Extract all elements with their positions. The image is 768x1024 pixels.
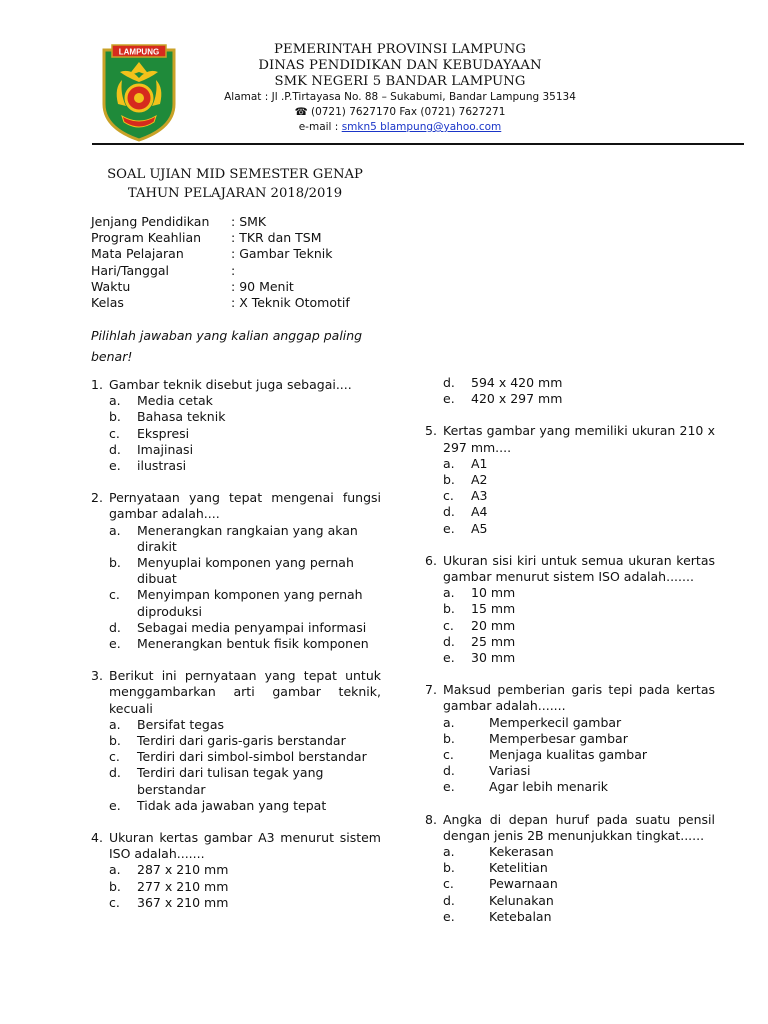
school-phone: ☎ (0721) 7627170 Fax (0721) 7627271 [294, 106, 506, 118]
option [443, 585, 715, 601]
option-text: Menjaga kualitas gambar [489, 747, 648, 763]
option-letter: a. [443, 455, 455, 471]
option-text: Ketelitian [489, 860, 548, 876]
question-text: Angka di depan huruf pada suatu pensil dengan jenis 2B menunjukkan tingkat...... [443, 811, 715, 843]
info-label: Program Keahlian [91, 230, 202, 246]
option [443, 521, 715, 537]
option [443, 893, 715, 909]
option-letter: b. [443, 860, 455, 876]
option-letter: e. [443, 391, 455, 407]
question-text: Gambar teknik disebut juga sebagai.... [109, 377, 352, 392]
option-list [443, 844, 715, 925]
question-text: Pernyataan yang tepat mengenai fungsi gambar adalah.... [109, 490, 381, 522]
option-text: Bersifat tegas [137, 716, 225, 732]
option-text: Agar lebih menarik [489, 779, 609, 795]
option-letter: c. [109, 425, 120, 441]
info-label: Kelas [91, 294, 124, 310]
option-letter: c. [109, 894, 120, 910]
option [443, 650, 715, 666]
option-text: 20 mm [471, 617, 516, 633]
exam-title-line2: TAHUN PELAJARAN 2018/2019 [127, 186, 343, 201]
question-text: Kertas gambar yang memiliki ukuran 210 x 297 mm.... [443, 423, 715, 455]
question-number: 8. [425, 811, 437, 827]
option-text: 287 x 210 mm [137, 862, 229, 878]
option-letter: b. [443, 472, 455, 488]
option-letter: c. [109, 587, 120, 603]
option [109, 587, 381, 619]
option [109, 636, 381, 652]
option [443, 601, 715, 617]
option-text: Kekerasan [489, 844, 554, 860]
option [443, 618, 715, 634]
info-value: : TKR dan TSM [231, 230, 322, 246]
exam-title-line1: SOAL UJIAN MID SEMESTER GENAP [107, 167, 363, 182]
option [109, 765, 381, 797]
option-letter: a. [109, 862, 121, 878]
option-text: Kelunakan [489, 892, 554, 908]
question-number: 1. [91, 377, 103, 392]
option-text: A1 [471, 455, 488, 471]
option-letter: e. [109, 797, 121, 813]
option-letter: e. [109, 636, 121, 652]
option-text: Pewarnaan [489, 876, 558, 892]
option-text: 15 mm [471, 601, 516, 617]
option [109, 393, 381, 409]
school-email-line [200, 120, 600, 135]
question-7 [425, 682, 715, 795]
questions-left-column [91, 377, 381, 927]
option [443, 876, 715, 892]
info-value: : Gambar Teknik [231, 246, 333, 262]
option-text: Media cetak [137, 393, 213, 409]
option-text: Terdiri dari tulisan tegak yang berstandar [137, 765, 324, 797]
option-letter: b. [109, 409, 121, 425]
exam-info-table [91, 214, 350, 311]
question-5 [425, 423, 715, 536]
question-1 [91, 377, 381, 474]
info-row [91, 279, 350, 295]
option-letter: d. [109, 441, 121, 457]
instruction: Pilihlah jawaban yang kalian anggap paling benar! [91, 328, 363, 364]
department-title: DINAS PENDIDIKAN DAN KEBUDAYAAN [258, 58, 542, 73]
option-letter: c. [443, 747, 454, 763]
option-text: Variasi [489, 763, 531, 779]
option-text: Tidak ada jawaban yang tepat [137, 797, 327, 813]
option [443, 715, 715, 731]
option [109, 620, 381, 636]
option-text: 277 x 210 mm [137, 878, 229, 894]
option-letter: e. [443, 908, 455, 924]
option-letter: d. [443, 633, 455, 649]
info-row [91, 214, 350, 230]
info-label: Jenjang Pendidikan [91, 214, 210, 229]
option-text: Bahasa teknik [137, 409, 226, 425]
option-letter: a. [109, 393, 121, 409]
question-number: 6. [425, 552, 437, 568]
option-letter: d. [443, 504, 455, 520]
question-number: 5. [425, 423, 437, 439]
option [443, 391, 715, 407]
option [109, 458, 381, 474]
option [109, 426, 381, 442]
option [443, 731, 715, 747]
option-letter: d. [443, 892, 455, 908]
option [443, 747, 715, 763]
option-text: A2 [471, 472, 488, 488]
option-text: Ketebalan [489, 908, 552, 924]
header-divider [92, 143, 744, 145]
option-letter: e. [109, 458, 121, 474]
email-link[interactable]: smkn5 blampung@yahoo.com [341, 121, 502, 133]
option [443, 779, 715, 795]
info-row [91, 246, 350, 262]
info-row [91, 295, 350, 311]
option-text: Terdiri dari garis-garis berstandar [137, 733, 346, 749]
option-text: 30 mm [471, 650, 516, 666]
option [443, 375, 715, 391]
option [443, 472, 715, 488]
option [109, 733, 381, 749]
info-row [91, 230, 350, 246]
info-row [91, 263, 350, 279]
question-number: 3. [91, 668, 103, 684]
option-text: 10 mm [471, 585, 516, 601]
option-text: Imajinasi [137, 441, 194, 457]
option-text: Menyimpan komponen yang pernah diproduksi [137, 587, 363, 619]
question-number: 7. [425, 682, 437, 698]
question-8 [425, 812, 715, 925]
question-number: 2. [91, 490, 103, 506]
info-value: : 90 Menit [231, 279, 294, 295]
school-address: Alamat : Jl .P.Tirtayasa No. 88 – Sukabumi, Bandar Lampung 35134 [224, 91, 576, 103]
option [109, 798, 381, 814]
option-letter: a. [443, 844, 455, 860]
question-4 [91, 830, 381, 911]
option-text: Menerangkan bentuk fisik komponen [137, 636, 369, 652]
option [109, 749, 381, 765]
logo-banner-text: LAMPUNG [118, 47, 160, 57]
question-3 [91, 668, 381, 814]
info-label: Mata Pelajaran [91, 246, 184, 262]
option-list [109, 393, 381, 474]
option-text: ilustrasi [137, 458, 187, 474]
option-letter: c. [109, 749, 120, 765]
option-list [443, 456, 715, 537]
option-list [109, 862, 381, 911]
option-letter: d. [109, 765, 121, 781]
option-letter: c. [443, 876, 454, 892]
question-number: 4. [91, 830, 103, 846]
option-letter: a. [443, 714, 455, 730]
option-letter: e. [443, 779, 455, 795]
option-letter: b. [443, 601, 455, 617]
option-text: A3 [471, 488, 488, 504]
option-text: A4 [471, 504, 488, 520]
question-text: Berikut ini pernyataan yang tepat untuk menggambarkan arti gambar teknik, kecuali [109, 668, 381, 716]
questions-right-column [425, 375, 715, 941]
option-list [109, 523, 381, 653]
option-text: 367 x 210 mm [137, 894, 229, 910]
option-letter: c. [443, 488, 454, 504]
option [109, 523, 381, 555]
option [109, 555, 381, 587]
info-label: Waktu [91, 278, 131, 294]
option-text: 25 mm [471, 633, 516, 649]
government-title: PEMERINTAH PROVINSI LAMPUNG [274, 42, 526, 57]
exam-title [100, 165, 370, 203]
option [443, 763, 715, 779]
option [443, 634, 715, 650]
option-letter: b. [109, 733, 121, 749]
option-text: Memperbesar gambar [489, 730, 628, 746]
option-text: Memperkecil gambar [489, 714, 622, 730]
option-letter: b. [109, 555, 121, 571]
option-text: 420 x 297 mm [471, 391, 563, 407]
option-text: Terdiri dari simbol-simbol berstandar [137, 749, 367, 765]
option-list [109, 717, 381, 814]
option-text: Ekspresi [137, 425, 190, 441]
letterhead [200, 42, 600, 135]
option [109, 717, 381, 733]
option [109, 862, 381, 878]
info-value [231, 263, 235, 279]
option-letter: b. [443, 730, 455, 746]
question-text: Maksud pemberian garis tepi pada kertas gambar adalah....... [443, 682, 715, 714]
option-text: Sebagai media penyampai informasi [137, 619, 367, 635]
option [443, 844, 715, 860]
info-value: : SMK [231, 214, 266, 230]
option-letter: d. [109, 619, 121, 635]
option [109, 409, 381, 425]
option-list [443, 715, 715, 796]
option-letter: d. [443, 375, 455, 390]
option [443, 909, 715, 925]
option-letter: a. [109, 716, 121, 732]
school-title: SMK NEGERI 5 BANDAR LAMPUNG [274, 74, 526, 89]
option-letter: a. [109, 522, 121, 538]
option-text: A5 [471, 520, 488, 536]
email-label: e-mail : [298, 121, 342, 133]
lampung-coat-of-arms-logo [100, 42, 178, 142]
info-value: : X Teknik Otomotif [231, 295, 350, 311]
question-text: Ukuran kertas gambar A3 menurut sistem ISO adalah....... [109, 830, 381, 862]
option-letter: d. [443, 763, 455, 779]
question-text: Ukuran sisi kiri untuk semua ukuran kertas gambar menurut sistem ISO adalah....... [443, 552, 715, 585]
option [443, 488, 715, 504]
info-label: Hari/Tanggal [91, 262, 170, 278]
option-list [443, 585, 715, 666]
option [109, 879, 381, 895]
option-letter: c. [443, 617, 454, 633]
option [109, 895, 381, 911]
option-letter: e. [443, 650, 455, 666]
option-text: Menyuplai komponen yang pernah dibuat [137, 555, 354, 587]
option-letter: e. [443, 520, 455, 536]
question-4-options-continued [425, 375, 715, 407]
option [443, 860, 715, 876]
option [109, 442, 381, 458]
question-2 [91, 490, 381, 652]
option [443, 504, 715, 520]
option [443, 456, 715, 472]
option-text: Menerangkan rangkaian yang akan dirakit [137, 522, 358, 554]
option-letter: b. [109, 878, 121, 894]
question-6 [425, 553, 715, 666]
option-letter: a. [443, 585, 455, 601]
option-text: 594 x 420 mm [471, 375, 563, 390]
